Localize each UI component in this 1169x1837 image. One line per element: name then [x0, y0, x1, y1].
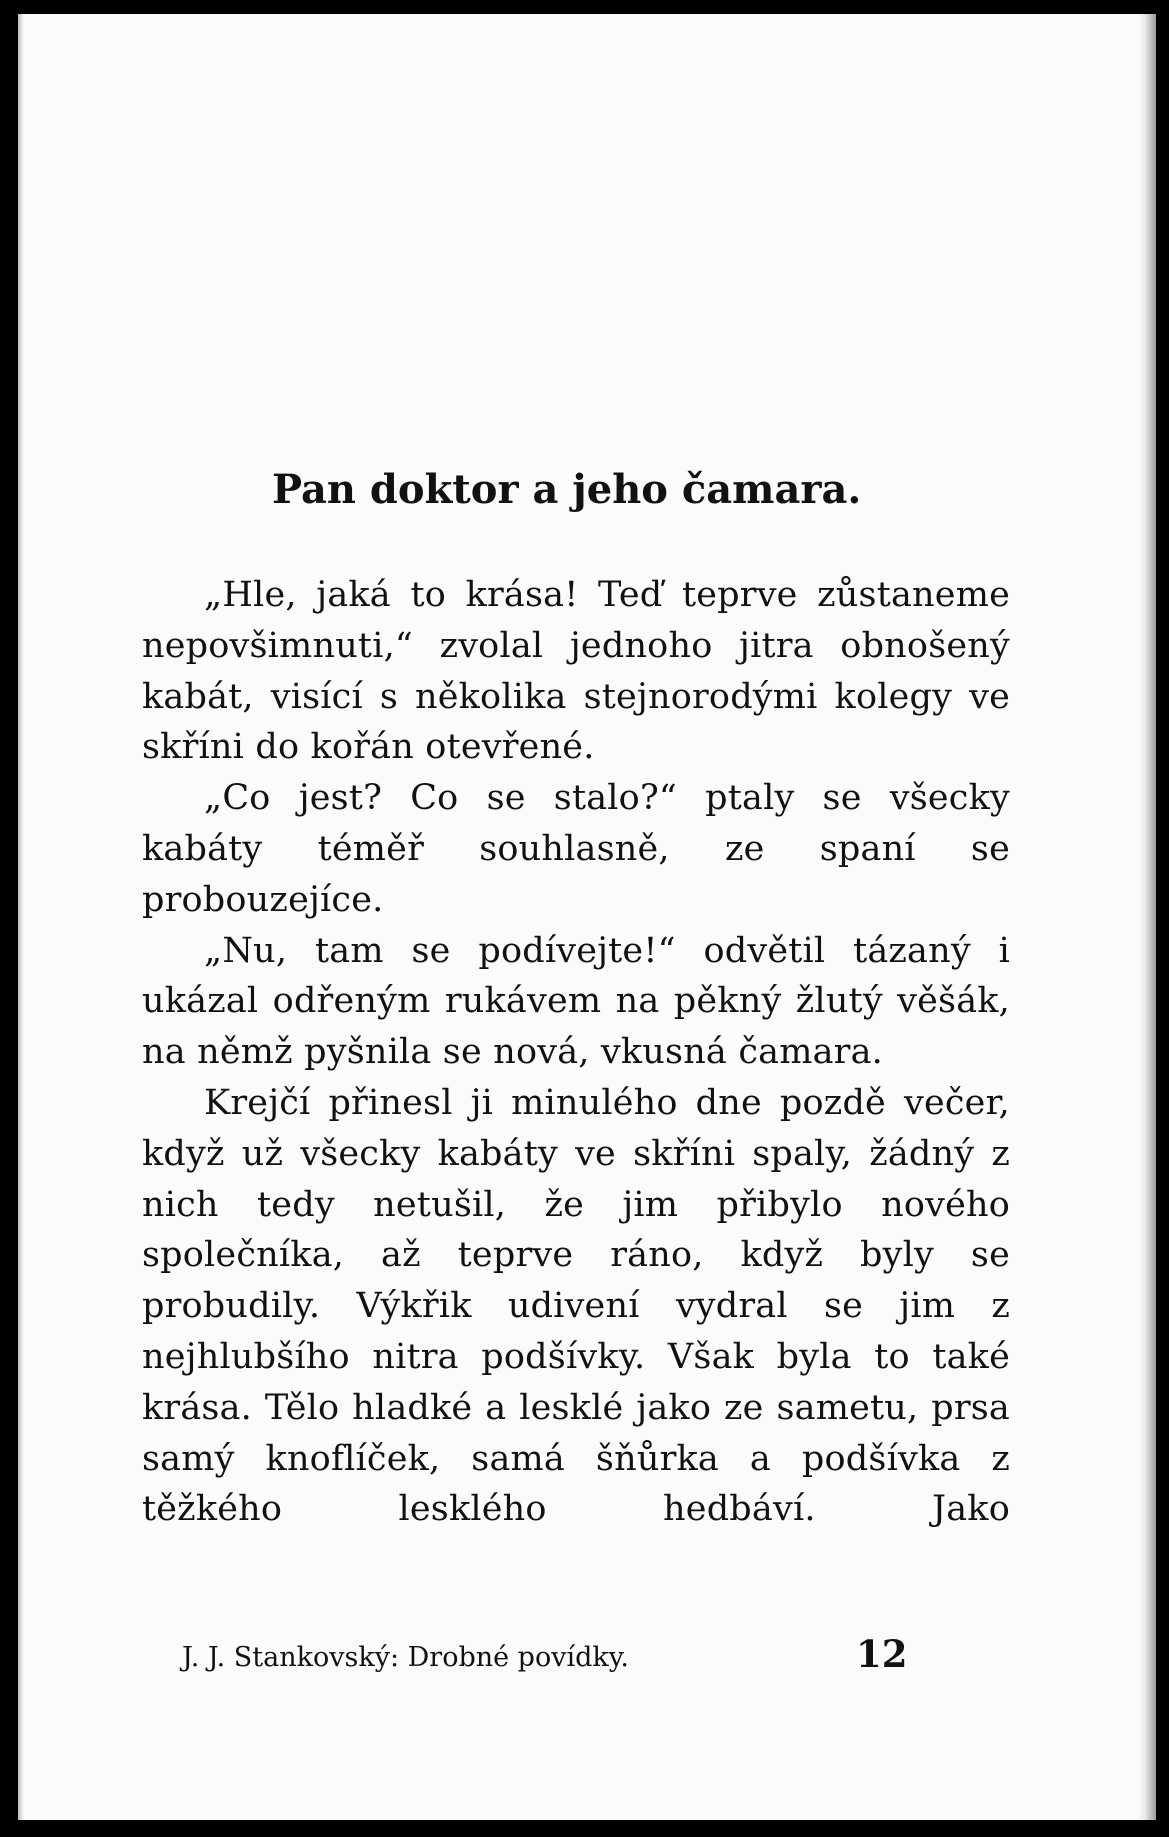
page-left-edge [18, 14, 24, 1820]
page-footer [182, 1630, 908, 1680]
paragraph-3: „Nu, tam se podívejte!“ odvětil tázaný i ukázal odřeným rukávem na pěkný žlutý věšák, na němž pyšnila se nová, vkusná čamara. [142, 930, 1010, 1073]
body-text [142, 570, 1010, 1535]
page-number: 12 [856, 1632, 908, 1676]
page-right-edge [1138, 14, 1156, 1820]
paragraph-4: Krejčí přinesl ji minulého dne pozdě večer, když už všecky kabáty ve skříni spaly, žádný z nich tedy netušil, že jim přibylo nového společníka, až teprve ráno, když byly se probudily. Výkřik udivení vydral se jim z nejhlubšího nitra podšívky. Však byla to také krása. Tělo hladké a lesklé jako ze sametu, prsa samý knoflíček, samá šňůrka a podšívka z těžkého lesklého hedbáví. Jako [142, 1082, 1010, 1530]
footer-book-title: J. J. Stankovský: Drobné povídky. [182, 1642, 630, 1673]
paragraph-2: „Co jest? Co se stalo?“ ptaly se všecky kabáty téměř souhlasně, ze spaní se probouzejíce. [142, 778, 1010, 920]
book-page [18, 14, 1156, 1820]
paragraph-1: „Hle, jaká to krása! Teď teprve zůstaneme nepovšimnuti,“ zvolal jednoho jitra obnošený kabát, visící s několika stejnorodými kolegy ve skříni do kořán otevřené. [142, 575, 1010, 768]
chapter-title: Pan doktor a jeho čamara. [272, 466, 862, 513]
